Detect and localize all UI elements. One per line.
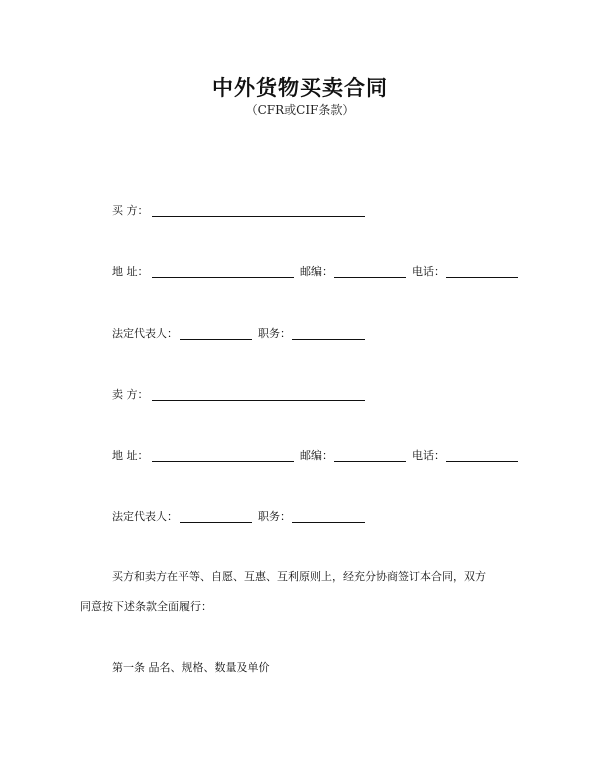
buyer-postcode-label: 邮编： xyxy=(300,265,333,278)
seller-postcode-line[interactable] xyxy=(334,461,406,462)
seller-phone-label: 电话： xyxy=(412,449,445,462)
buyer-position-label: 职务： xyxy=(258,327,291,340)
buyer-position-line[interactable] xyxy=(292,339,365,340)
buyer-address-label: 地 址： xyxy=(112,265,149,278)
buyer-name-line[interactable] xyxy=(152,216,365,217)
seller-phone-line[interactable] xyxy=(446,461,518,462)
page-subtitle: （CFR或CIF条款） xyxy=(245,103,355,117)
seller-position-line[interactable] xyxy=(292,522,365,523)
page-title: 中外货物买卖合同 xyxy=(212,76,388,100)
seller-postcode-label: 邮编： xyxy=(300,449,333,462)
buyer-label: 买 方： xyxy=(112,204,149,217)
buyer-address-line[interactable] xyxy=(152,277,294,278)
seller-position-label: 职务： xyxy=(258,510,291,523)
seller-address-line[interactable] xyxy=(152,461,294,462)
buyer-phone-line[interactable] xyxy=(446,277,518,278)
buyer-phone-label: 电话： xyxy=(412,265,445,278)
buyer-legal-rep-label: 法定代表人： xyxy=(112,327,178,340)
seller-name-line[interactable] xyxy=(152,400,365,401)
seller-legal-rep-label: 法定代表人： xyxy=(112,510,178,523)
buyer-legal-rep-line[interactable] xyxy=(180,339,252,340)
buyer-postcode-line[interactable] xyxy=(334,277,406,278)
seller-address-label: 地 址： xyxy=(112,449,149,462)
seller-label: 卖 方： xyxy=(112,388,149,401)
intro-line-1: 买方和卖方在平等、自愿、互惠、互利原则上，经充分协商签订本合同，双方 xyxy=(112,570,486,583)
article-1-heading: 第一条 品名、规格、数量及单价 xyxy=(112,661,270,674)
seller-legal-rep-line[interactable] xyxy=(180,522,252,523)
intro-line-2: 同意按下述条款全面履行： xyxy=(80,600,212,613)
